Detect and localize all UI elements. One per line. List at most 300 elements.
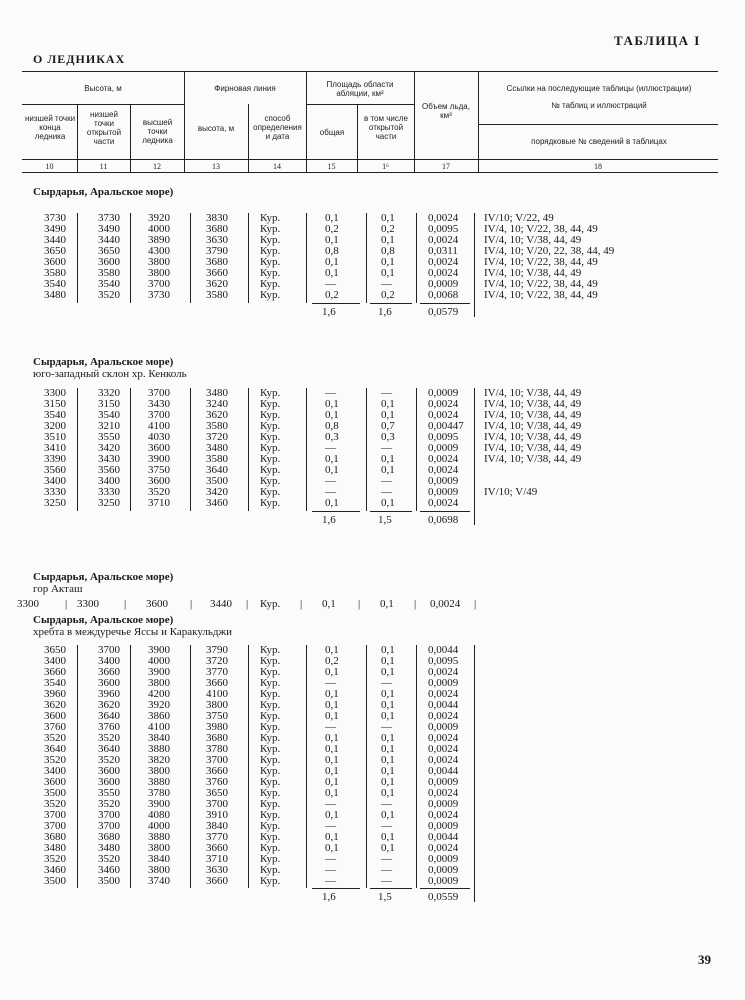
cell: 0,1 xyxy=(325,409,339,421)
cell: 3540 xyxy=(44,278,66,290)
cell: 0,1 xyxy=(380,598,394,610)
cell: 3500 xyxy=(44,787,66,799)
cell: 0,1 xyxy=(381,831,395,843)
header-height-group: Высота, м xyxy=(84,84,122,93)
cell: — xyxy=(381,798,392,810)
cell: 0,1 xyxy=(381,212,395,224)
cell: Кур. xyxy=(260,453,281,465)
cell: 3720 xyxy=(206,655,228,667)
cell: 0,1 xyxy=(381,256,395,268)
cell: 3780 xyxy=(148,787,170,799)
cell: 3400 xyxy=(98,475,120,487)
cell: 3600 xyxy=(44,776,66,788)
cell: 0,1 xyxy=(322,598,336,610)
cell: 0,1 xyxy=(325,666,339,678)
cell: Кур. xyxy=(260,289,281,301)
cell: Кур. xyxy=(260,831,281,843)
cell: 3920 xyxy=(148,699,170,711)
cell: 0,1 xyxy=(325,234,339,246)
cell: 3700 xyxy=(98,809,120,821)
cell: 3800 xyxy=(148,267,170,279)
cell: 3520 xyxy=(44,732,66,744)
cell: Кур. xyxy=(260,234,281,246)
cell: 3750 xyxy=(148,464,170,476)
cell: 3600 xyxy=(98,776,120,788)
cell: 0,2 xyxy=(325,289,339,301)
cell: 3660 xyxy=(206,765,228,777)
cell: — xyxy=(325,820,336,832)
cell: 3520 xyxy=(98,289,120,301)
cell: 3660 xyxy=(206,267,228,279)
cell: — xyxy=(325,798,336,810)
ref-cell: IV/10; V/49 xyxy=(484,486,538,498)
cell: 3150 xyxy=(44,398,66,410)
total-volume: 0,0698 xyxy=(428,514,459,526)
cell: 3540 xyxy=(44,677,66,689)
cell: 3650 xyxy=(44,245,66,257)
cell: Кур. xyxy=(260,398,281,410)
cell: 0,1 xyxy=(381,666,395,678)
cell: 3210 xyxy=(98,420,120,432)
cell: 3700 xyxy=(206,798,228,810)
cell: — xyxy=(381,820,392,832)
ref-cell: IV/4, 10; V/38, 44, 49 xyxy=(484,267,582,279)
cell: — xyxy=(325,387,336,399)
cell: 3200 xyxy=(44,420,66,432)
cell: 0,1 xyxy=(325,256,339,268)
cell: 3660 xyxy=(206,842,228,854)
cell: 0,0044 xyxy=(428,699,459,711)
cell: Кур. xyxy=(260,875,281,887)
cell: 3490 xyxy=(44,223,66,235)
cell: 0,0024 xyxy=(428,710,459,722)
cell: 0,3 xyxy=(325,431,339,443)
cell: 3540 xyxy=(98,278,120,290)
cell: 0,1 xyxy=(381,644,395,656)
cell: Кур. xyxy=(260,256,281,268)
cell: Кур. xyxy=(260,754,281,766)
cell: 3600 xyxy=(98,677,120,689)
cell: 0,0009 xyxy=(428,864,459,876)
cell: 3660 xyxy=(98,666,120,678)
cell: 4030 xyxy=(148,431,170,443)
cell: 3250 xyxy=(98,497,120,509)
section-heading xyxy=(33,186,173,198)
cell: 3800 xyxy=(148,864,170,876)
cell: — xyxy=(381,278,392,290)
col-number: 1⁶ xyxy=(382,162,389,171)
cell: 0,0044 xyxy=(428,831,459,843)
col-number: 14 xyxy=(273,162,281,171)
cell: 3600 xyxy=(98,256,120,268)
total-volume: 0,0579 xyxy=(428,306,459,318)
cell: 3910 xyxy=(206,809,228,821)
cell: 0,1 xyxy=(325,267,339,279)
cell: 4000 xyxy=(148,223,170,235)
cell: 3630 xyxy=(206,864,228,876)
cell: 4100 xyxy=(148,721,170,733)
cell: Кур. xyxy=(260,864,281,876)
cell: 3550 xyxy=(98,431,120,443)
cell: 3600 xyxy=(148,475,170,487)
cell: Кур. xyxy=(260,853,281,865)
cell: 3770 xyxy=(206,831,228,843)
cell: 3760 xyxy=(206,776,228,788)
cell: 0,1 xyxy=(381,743,395,755)
cell: Кур. xyxy=(260,598,281,610)
cell: 0,1 xyxy=(381,234,395,246)
cell: 3630 xyxy=(206,234,228,246)
cell: — xyxy=(381,442,392,454)
cell: 0,2 xyxy=(325,655,339,667)
cell: — xyxy=(381,864,392,876)
cell: — xyxy=(381,853,392,865)
cell: 3900 xyxy=(148,666,170,678)
cell: 0,1 xyxy=(381,409,395,421)
cell: 3760 xyxy=(44,721,66,733)
ref-cell: IV/4, 10; V/20, 22, 38, 44, 49 xyxy=(484,245,615,257)
cell: Кур. xyxy=(260,267,281,279)
cell: 0,1 xyxy=(381,464,395,476)
cell: 3440 xyxy=(98,234,120,246)
cell: 3420 xyxy=(98,442,120,454)
cell: — xyxy=(325,677,336,689)
cell: 0,1 xyxy=(381,809,395,821)
cell: 0,1 xyxy=(381,776,395,788)
cell: 3640 xyxy=(44,743,66,755)
table-row xyxy=(0,290,745,301)
cell: 3680 xyxy=(206,223,228,235)
cell: 0,00447 xyxy=(428,420,464,432)
total-area: 1,6 xyxy=(322,514,336,526)
col-number: 17 xyxy=(442,162,450,171)
section-title: Сырдарья, Аральское море) xyxy=(33,614,174,626)
cell: 0,0024 xyxy=(428,234,459,246)
cell: — xyxy=(325,721,336,733)
cell: 3800 xyxy=(148,842,170,854)
cell: — xyxy=(325,486,336,498)
cell: Кур. xyxy=(260,278,281,290)
cell: 0,0068 xyxy=(428,289,459,301)
header-h-open: низшей точки открытой части xyxy=(86,110,122,146)
cell: 3400 xyxy=(98,655,120,667)
cell: — xyxy=(325,442,336,454)
cell: 0,1 xyxy=(381,765,395,777)
cell: Кур. xyxy=(260,420,281,432)
section-title: Сырдарья, Аральское море) xyxy=(33,571,174,583)
cell: Кур. xyxy=(260,245,281,257)
cell: 3700 xyxy=(98,644,120,656)
cell: 3580 xyxy=(98,267,120,279)
total-area-open: 1,6 xyxy=(378,306,392,318)
cell: 3700 xyxy=(148,387,170,399)
cell: 3680 xyxy=(98,831,120,843)
cell: — xyxy=(325,278,336,290)
cell: 0,0024 xyxy=(428,809,459,821)
ref-cell: IV/4, 10; V/38, 44, 49 xyxy=(484,409,582,421)
cell: 3800 xyxy=(206,699,228,711)
cell: 3580 xyxy=(206,420,228,432)
cell: — xyxy=(381,475,392,487)
header-refs-group: Ссылки на последующие таблицы (иллюстрации) xyxy=(506,84,692,93)
cell: 0,0095 xyxy=(428,431,459,443)
cell: 3300 xyxy=(44,387,66,399)
cell: 3520 xyxy=(98,754,120,766)
header-area-total: общая xyxy=(319,128,345,137)
cell: 3400 xyxy=(44,475,66,487)
cell: 3420 xyxy=(206,486,228,498)
header-h-low: низшей точки конца ледника xyxy=(24,114,76,141)
cell: 3500 xyxy=(206,475,228,487)
cell: 3800 xyxy=(148,256,170,268)
cell: 0,1 xyxy=(325,644,339,656)
cell: 0,1 xyxy=(325,809,339,821)
page-subtitle: О ЛЕДНИКАХ xyxy=(33,52,126,66)
cell: 0,0009 xyxy=(428,486,459,498)
cell: 4000 xyxy=(148,655,170,667)
cell: 3460 xyxy=(98,864,120,876)
cell: 3560 xyxy=(44,464,66,476)
cell: — xyxy=(325,853,336,865)
cell: 4080 xyxy=(148,809,170,821)
cell: Кур. xyxy=(260,842,281,854)
cell: 0,1 xyxy=(325,464,339,476)
cell: 3550 xyxy=(98,787,120,799)
cell: 0,1 xyxy=(381,754,395,766)
cell: 3840 xyxy=(206,820,228,832)
cell: 0,0024 xyxy=(428,754,459,766)
cell: 0,7 xyxy=(381,420,395,432)
cell: 3520 xyxy=(98,732,120,744)
cell: 4100 xyxy=(148,420,170,432)
cell: 0,0024 xyxy=(428,409,459,421)
cell: Кур. xyxy=(260,732,281,744)
cell: 3730 xyxy=(148,289,170,301)
cell: Кур. xyxy=(260,442,281,454)
section-rows xyxy=(0,388,745,509)
cell: 0,0009 xyxy=(428,475,459,487)
cell: 3860 xyxy=(148,710,170,722)
cell: 0,0009 xyxy=(428,776,459,788)
cell: 0,1 xyxy=(325,754,339,766)
cell: — xyxy=(325,864,336,876)
cell: 3390 xyxy=(44,453,66,465)
cell: 3150 xyxy=(98,398,120,410)
cell: 0,1 xyxy=(381,710,395,722)
cell: Кур. xyxy=(260,409,281,421)
cell: 3920 xyxy=(148,212,170,224)
cell: 3680 xyxy=(206,732,228,744)
cell: 3580 xyxy=(206,453,228,465)
cell: 3900 xyxy=(148,644,170,656)
cell: — xyxy=(325,875,336,887)
cell: Кур. xyxy=(260,431,281,443)
cell: 3480 xyxy=(44,842,66,854)
cell: 0,0024 xyxy=(430,598,461,610)
cell: 0,0009 xyxy=(428,677,459,689)
cell: Кур. xyxy=(260,809,281,821)
cell: 3710 xyxy=(206,853,228,865)
cell: 3440 xyxy=(210,598,232,610)
cell: 3480 xyxy=(98,842,120,854)
cell: Кур. xyxy=(260,710,281,722)
cell: 3620 xyxy=(44,699,66,711)
total-area-open: 1,5 xyxy=(378,514,392,526)
cell: 3330 xyxy=(44,486,66,498)
cell: Кур. xyxy=(260,387,281,399)
cell: Кур. xyxy=(260,743,281,755)
cell: 3680 xyxy=(44,831,66,843)
cell: 0,0024 xyxy=(428,666,459,678)
cell: 3700 xyxy=(148,409,170,421)
section-heading xyxy=(33,571,173,595)
cell: 3790 xyxy=(206,644,228,656)
section-subtitle: гор Акташ xyxy=(33,583,83,595)
section-rows xyxy=(0,645,745,887)
ref-cell: IV/4, 10; V/38, 44, 49 xyxy=(484,431,582,443)
cell: 3520 xyxy=(44,754,66,766)
cell: Кур. xyxy=(260,776,281,788)
cell: 3900 xyxy=(148,798,170,810)
cell: 3700 xyxy=(44,809,66,821)
cell: 0,0095 xyxy=(428,655,459,667)
cell: 0,1 xyxy=(325,710,339,722)
total-volume: 0,0559 xyxy=(428,891,459,903)
cell: 3770 xyxy=(206,666,228,678)
cell: 3740 xyxy=(148,875,170,887)
cell: 3480 xyxy=(206,442,228,454)
cell: — xyxy=(381,875,392,887)
cell: 3720 xyxy=(206,431,228,443)
cell: 0,0024 xyxy=(428,256,459,268)
cell: Кур. xyxy=(260,655,281,667)
header-refs-sub2: порядковые № сведений в таблицах xyxy=(531,137,667,146)
cell: 3560 xyxy=(98,464,120,476)
cell: 0,1 xyxy=(325,765,339,777)
total-area-open: 1,5 xyxy=(378,891,392,903)
table-label: ТАБЛИЦА I xyxy=(614,33,701,48)
cell: Кур. xyxy=(260,666,281,678)
cell: 3540 xyxy=(98,409,120,421)
header-area-open: в том числе открытой части xyxy=(364,114,408,141)
cell: 0,1 xyxy=(325,212,339,224)
cell: 3830 xyxy=(206,212,228,224)
cell: 3700 xyxy=(206,754,228,766)
cell: 3600 xyxy=(148,442,170,454)
cell: 3480 xyxy=(44,289,66,301)
cell: 3840 xyxy=(148,732,170,744)
cell: 0,1 xyxy=(325,688,339,700)
cell: 3890 xyxy=(148,234,170,246)
cell: 0,0024 xyxy=(428,453,459,465)
cell: 3580 xyxy=(44,267,66,279)
cell: 3510 xyxy=(44,431,66,443)
cell: 3580 xyxy=(206,289,228,301)
cell: 0,0044 xyxy=(428,765,459,777)
ref-cell: IV/4, 10; V/38, 44, 49 xyxy=(484,398,582,410)
cell: 0,1 xyxy=(325,453,339,465)
cell: 3700 xyxy=(148,278,170,290)
cell: 3620 xyxy=(206,278,228,290)
cell: 0,0009 xyxy=(428,278,459,290)
col-number: 12 xyxy=(153,162,161,171)
cell: 3800 xyxy=(148,765,170,777)
cell: 3730 xyxy=(44,212,66,224)
section-subtitle: юго-западный склон хр. Кенколь xyxy=(33,368,187,380)
cell: 3430 xyxy=(148,398,170,410)
cell: 4300 xyxy=(148,245,170,257)
cell: 3680 xyxy=(206,256,228,268)
header-refs-sub: № таблиц и иллюстраций xyxy=(551,101,647,110)
cell: 4100 xyxy=(206,688,228,700)
cell: 3640 xyxy=(206,464,228,476)
cell: Кур. xyxy=(260,677,281,689)
cell: 0,0024 xyxy=(428,842,459,854)
col-number: 15 xyxy=(327,162,336,171)
cell: 0,0024 xyxy=(428,743,459,755)
cell: 3900 xyxy=(148,453,170,465)
cell: 0,0024 xyxy=(428,212,459,224)
cell: 3960 xyxy=(44,688,66,700)
cell: 3880 xyxy=(148,776,170,788)
cell: Кур. xyxy=(260,644,281,656)
section-title: Сырдарья, Аральское море) xyxy=(33,186,174,198)
cell: 0,8 xyxy=(325,245,339,257)
ref-cell: IV/4, 10; V/22, 38, 44, 49 xyxy=(484,223,598,235)
cell: 3500 xyxy=(44,875,66,887)
cell: 3650 xyxy=(44,644,66,656)
cell: 3800 xyxy=(148,677,170,689)
cell: 3440 xyxy=(44,234,66,246)
ref-cell: IV/4, 10; V/22, 38, 44, 49 xyxy=(484,289,598,301)
ref-cell: IV/4, 10; V/38, 44, 49 xyxy=(484,387,582,399)
cell: 3520 xyxy=(148,486,170,498)
cell: Кур. xyxy=(260,798,281,810)
cell: 3600 xyxy=(146,598,168,610)
cell: 3520 xyxy=(98,853,120,865)
cell: 4000 xyxy=(148,820,170,832)
cell: 3640 xyxy=(98,743,120,755)
cell: 3780 xyxy=(206,743,228,755)
ref-cell: IV/4, 10; V/38, 44, 49 xyxy=(484,420,582,432)
cell: 0,1 xyxy=(381,267,395,279)
section-heading xyxy=(33,356,187,380)
cell: — xyxy=(381,387,392,399)
cell: 0,1 xyxy=(325,776,339,788)
cell: Кур. xyxy=(260,787,281,799)
cell: 0,1 xyxy=(381,787,395,799)
cell: — xyxy=(381,486,392,498)
cell: 3330 xyxy=(98,486,120,498)
cell: 0,1 xyxy=(325,497,339,509)
cell: 3750 xyxy=(206,710,228,722)
cell: Кур. xyxy=(260,497,281,509)
cell: 0,0009 xyxy=(428,798,459,810)
cell: Кур. xyxy=(260,688,281,700)
cell: 0,0024 xyxy=(428,464,459,476)
cell: 3600 xyxy=(44,710,66,722)
header-area-group: Площадь области абляции, км² xyxy=(326,80,394,98)
cell: 0,1 xyxy=(381,655,395,667)
ref-cell: IV/4, 10; V/38, 44, 49 xyxy=(484,234,582,246)
cell: 0,0024 xyxy=(428,398,459,410)
ref-cell: IV/4, 10; V/38, 44, 49 xyxy=(484,453,582,465)
cell: 3520 xyxy=(44,798,66,810)
cell: 0,1 xyxy=(381,453,395,465)
cell: 3960 xyxy=(98,688,120,700)
cell: 3660 xyxy=(44,666,66,678)
cell: 0,1 xyxy=(325,842,339,854)
